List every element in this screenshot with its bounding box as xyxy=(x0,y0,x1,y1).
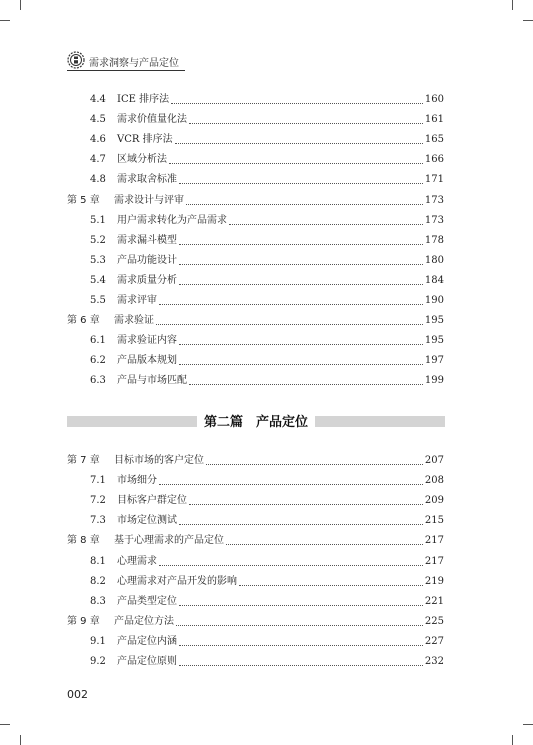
toc-entry-number: 第 7 章 xyxy=(67,455,100,466)
toc-section-entry xyxy=(0,493,533,509)
toc-entry-page: 217 xyxy=(424,555,444,567)
toc-entry-number: 9.2 xyxy=(90,656,106,667)
toc-entry-number: 第 6 章 xyxy=(67,315,100,327)
toc-section-entry xyxy=(0,654,533,670)
toc-entry-title: 需求漏斗模型 xyxy=(117,234,177,246)
crop-mark xyxy=(512,735,513,745)
toc-chapter-entry xyxy=(0,313,533,329)
toc-entry-page: 161 xyxy=(424,114,444,126)
toc-entry-number: 4.8 xyxy=(90,174,106,186)
part-band-right xyxy=(315,416,445,427)
toc-entry-title: 需求设计与评审 xyxy=(114,194,184,206)
leader-dots xyxy=(189,384,423,385)
leader-dots xyxy=(179,284,423,285)
leader-dots xyxy=(175,143,423,144)
toc-section-entry xyxy=(0,353,533,369)
toc-entry-number: 8.1 xyxy=(90,555,106,567)
toc-entry-title: 需求验证 xyxy=(114,315,154,327)
leader-dots xyxy=(159,565,423,566)
toc-section-entry xyxy=(0,473,533,489)
toc-entry-title: 产品定位方法 xyxy=(114,615,174,627)
part-heading xyxy=(67,409,445,433)
leader-dots xyxy=(179,665,423,666)
toc-entry-page: 215 xyxy=(424,515,444,527)
toc-entry-number: 6.3 xyxy=(90,375,106,387)
crop-mark xyxy=(0,724,10,725)
leader-dots xyxy=(239,585,423,586)
toc-entry-number: 4.7 xyxy=(90,154,106,166)
toc-section-entry xyxy=(0,373,533,389)
toc-entry-number: 第 5 章 xyxy=(67,194,100,206)
toc-entry-number: 8.3 xyxy=(90,595,106,607)
leader-dots xyxy=(159,484,423,485)
leader-dots xyxy=(169,163,423,164)
toc-entry-number: 7.1 xyxy=(90,475,106,487)
toc-entry-page: 209 xyxy=(424,495,444,507)
toc-entry-page: 195 xyxy=(424,335,444,347)
toc-entry-number: 9.1 xyxy=(90,635,106,647)
crop-mark xyxy=(20,735,21,745)
toc-entry-page: 217 xyxy=(424,535,444,547)
toc-entry-page: 173 xyxy=(424,214,444,226)
crop-mark xyxy=(20,0,21,10)
leader-dots xyxy=(171,103,423,104)
leader-dots xyxy=(179,524,423,525)
toc-entry-number: 5.5 xyxy=(90,295,106,306)
crop-mark xyxy=(523,724,533,725)
toc-entry-page: 207 xyxy=(424,455,444,466)
toc-entry-title: 需求评审 xyxy=(117,295,157,306)
toc-entry-page: 190 xyxy=(424,295,444,306)
toc-entry-page: 166 xyxy=(424,154,444,166)
toc-entry-page: 232 xyxy=(424,656,444,667)
toc-entry-page: 197 xyxy=(424,355,444,367)
leader-dots xyxy=(179,183,423,184)
running-header xyxy=(67,51,185,71)
toc-entry-page: 180 xyxy=(424,254,444,266)
toc-entry-number: 5.2 xyxy=(90,234,106,246)
toc-entry-number: 5.4 xyxy=(90,274,106,286)
toc-section-entry xyxy=(0,574,533,590)
toc-section-entry xyxy=(0,213,533,229)
header-rule xyxy=(67,70,185,71)
toc-entry-title: 需求验证内容 xyxy=(117,335,177,347)
toc-section-entry xyxy=(0,132,533,148)
toc-entry-title: 基于心理需求的产品定位 xyxy=(114,535,224,547)
toc-entry-page: 195 xyxy=(424,315,444,327)
toc-entry-title: 产品版本规划 xyxy=(117,355,177,367)
leader-dots xyxy=(189,123,423,124)
leader-dots xyxy=(156,324,423,325)
toc-entry-number: 第 8 章 xyxy=(67,535,100,547)
toc-entry-page: 178 xyxy=(424,234,444,246)
page-number: 002 xyxy=(67,688,88,701)
toc-section-entry xyxy=(0,293,533,309)
toc-section-entry xyxy=(0,172,533,188)
toc-section-entry xyxy=(0,112,533,128)
crop-mark xyxy=(523,20,533,21)
leader-dots xyxy=(179,645,423,646)
toc-section-entry xyxy=(0,554,533,570)
leader-dots xyxy=(229,224,423,225)
leader-dots xyxy=(206,464,423,465)
toc-entry-number: 4.5 xyxy=(90,114,106,126)
leader-dots xyxy=(189,504,423,505)
toc-entry-title: 产品与市场匹配 xyxy=(117,375,187,387)
toc-entry-number: 5.3 xyxy=(90,254,106,266)
toc-entry-page: 171 xyxy=(424,174,444,186)
toc-entry-title: 需求取舍标准 xyxy=(117,174,177,186)
leader-dots xyxy=(186,204,423,205)
leader-dots xyxy=(179,364,423,365)
toc-entry-number: 7.2 xyxy=(90,495,106,507)
toc-entry-number: 4.6 xyxy=(90,134,106,146)
part-title: 第二篇 产品定位 xyxy=(203,415,308,430)
toc-entry-page: 221 xyxy=(424,595,444,607)
toc-entry-title: 心理需求对产品开发的影响 xyxy=(117,575,237,587)
header-title: 需求洞察与产品定位 xyxy=(89,58,179,69)
gear-emblem-icon xyxy=(67,51,85,69)
toc-entry-title: 产品定位内涵 xyxy=(117,635,177,647)
toc-entry-title: 心理需求 xyxy=(117,555,157,567)
toc-section-entry xyxy=(0,594,533,610)
toc-entry-number: 第 9 章 xyxy=(67,615,100,627)
leader-dots xyxy=(179,605,423,606)
toc-section-entry xyxy=(0,634,533,650)
toc-entry-number: 6.2 xyxy=(90,355,106,367)
toc-entry-title: VCR 排序法 xyxy=(117,134,173,146)
part-band-left xyxy=(67,416,197,427)
leader-dots xyxy=(226,544,423,545)
toc-entry-title: 产品功能设计 xyxy=(117,254,177,266)
toc-entry-title: 市场细分 xyxy=(117,475,157,487)
toc-entry-title: 需求质量分析 xyxy=(117,274,177,286)
toc-entry-number: 8.2 xyxy=(90,575,106,587)
crop-mark xyxy=(512,0,513,10)
toc-entry-title: 市场定位测试 xyxy=(117,515,177,527)
toc-chapter-entry xyxy=(0,614,533,630)
toc-entry-title: ICE 排序法 xyxy=(117,94,170,105)
toc-chapter-entry xyxy=(0,533,533,549)
toc-entry-page: 208 xyxy=(424,475,444,487)
leader-dots xyxy=(179,244,423,245)
leader-dots xyxy=(179,344,423,345)
toc-section-entry xyxy=(0,273,533,289)
toc-entry-title: 产品定位原则 xyxy=(117,656,177,667)
toc-entry-title: 目标市场的客户定位 xyxy=(114,455,204,466)
toc-entry-title: 产品类型定位 xyxy=(117,595,177,607)
toc-chapter-entry xyxy=(0,453,533,469)
leader-dots xyxy=(179,264,423,265)
crop-mark xyxy=(0,20,10,21)
toc-entry-page: 219 xyxy=(424,575,444,587)
toc-entry-page: 173 xyxy=(424,194,444,206)
toc-entry-title: 区域分析法 xyxy=(117,154,167,166)
toc-section-entry xyxy=(0,333,533,349)
toc-entry-title: 需求价值量化法 xyxy=(117,114,187,126)
toc-entry-number: 5.1 xyxy=(90,214,106,226)
toc-entry-page: 160 xyxy=(424,94,444,105)
toc-section-entry xyxy=(0,513,533,529)
toc-entry-number: 6.1 xyxy=(90,335,106,347)
toc-section-entry xyxy=(0,253,533,269)
toc-entry-page: 227 xyxy=(424,635,444,647)
leader-dots xyxy=(159,304,423,305)
leader-dots xyxy=(176,625,423,626)
toc-section-entry xyxy=(0,233,533,249)
toc-entry-title: 用户需求转化为产品需求 xyxy=(117,214,227,226)
toc-entry-page: 225 xyxy=(424,615,444,627)
toc-chapter-entry xyxy=(0,193,533,209)
toc-entry-number: 4.4 xyxy=(90,94,106,105)
toc-entry-page: 165 xyxy=(424,134,444,146)
toc-entry-title: 目标客户群定位 xyxy=(117,495,187,507)
toc-entry-number: 7.3 xyxy=(90,515,106,527)
toc-entry-page: 199 xyxy=(424,375,444,387)
toc-section-entry xyxy=(0,92,533,108)
toc-entry-page: 184 xyxy=(424,274,444,286)
toc-section-entry xyxy=(0,152,533,168)
